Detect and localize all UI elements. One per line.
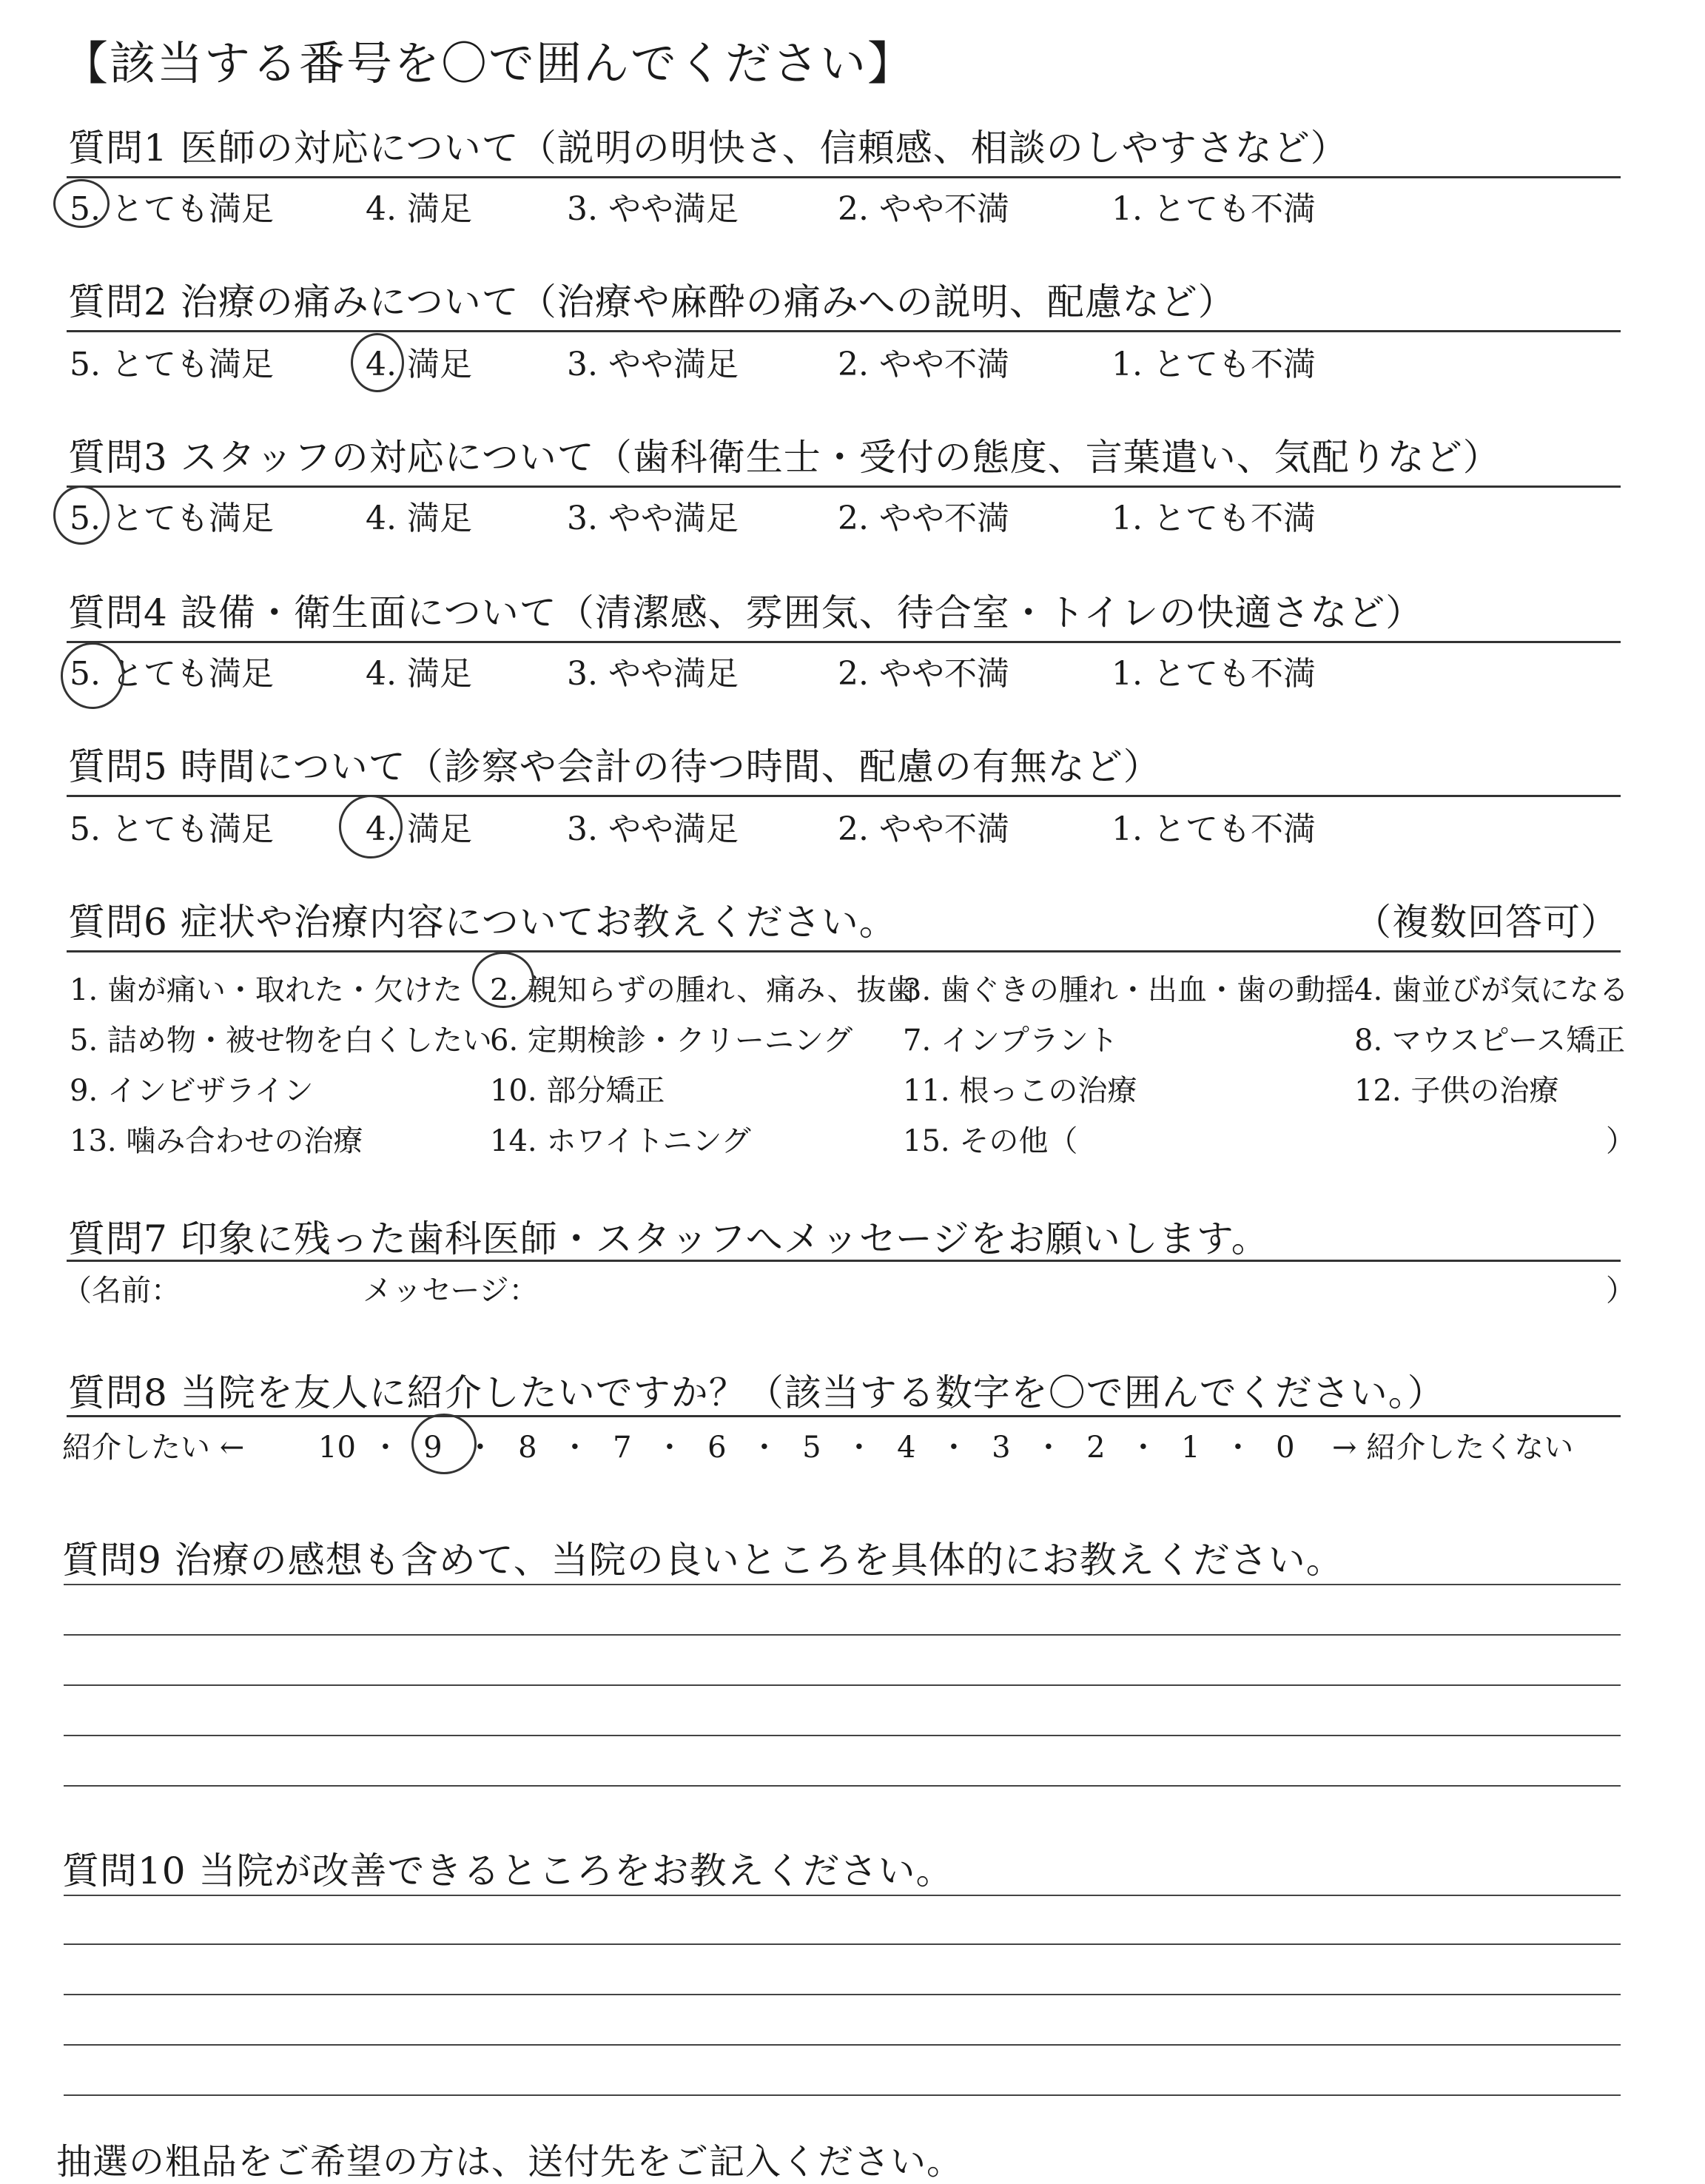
message-input[interactable]: [548, 1267, 1584, 1306]
scale-separator: ・: [370, 1431, 400, 1465]
q3-option-4[interactable]: 4. 満足: [366, 500, 472, 537]
q1-option-5[interactable]: 5. とても満足: [70, 190, 274, 228]
q1-option-1[interactable]: 1. とても不満: [1112, 190, 1316, 228]
question-6-title: 質問6 症状や治療内容についてお教えください。: [68, 901, 897, 944]
message-label: メッセージ：: [363, 1274, 539, 1308]
answer-line[interactable]: [64, 1735, 1621, 1736]
question-10-title: 質問10 当院が改善できるところをお教えください。: [62, 1849, 954, 1892]
scale-value-10[interactable]: 10: [318, 1431, 356, 1465]
q6-item-2[interactable]: 2. 親知らずの腫れ、痛み、抜歯: [490, 973, 916, 1007]
divider: [67, 641, 1621, 643]
scale-separator: ・: [465, 1431, 495, 1465]
q6-item-7[interactable]: 7. インプラント: [903, 1024, 1118, 1058]
q5-option-5[interactable]: 5. とても満足: [70, 810, 274, 848]
q4-option-5[interactable]: 5. とても満足: [70, 655, 274, 693]
answer-line[interactable]: [64, 2044, 1621, 2046]
q6-item-11[interactable]: 11. 根っこの治療: [903, 1074, 1137, 1108]
q3-option-3[interactable]: 3. やや満足: [567, 500, 739, 537]
q6-item-15[interactable]: 15. その他（: [903, 1124, 1078, 1158]
q1-option-4[interactable]: 4. 満足: [366, 190, 472, 228]
scale-separator: ・: [938, 1431, 969, 1465]
answer-line[interactable]: [64, 1994, 1621, 1995]
q6-item-13[interactable]: 13. 噛み合わせの治療: [70, 1124, 363, 1158]
question-7-title: 質問7 印象に残った歯科医師・スタッフへメッセージをお願いします。: [68, 1217, 1269, 1260]
scale-value-3[interactable]: 3: [992, 1431, 1011, 1465]
divider: [67, 330, 1621, 332]
divider: [67, 485, 1621, 488]
q6-item-10[interactable]: 10. 部分矯正: [490, 1074, 665, 1108]
q4-option-3[interactable]: 3. やや満足: [567, 655, 739, 693]
message-close-paren: ）: [1606, 1274, 1635, 1308]
q1-selection-circle: [53, 179, 110, 228]
scale-value-1[interactable]: 1: [1181, 1431, 1200, 1465]
q5-option-2[interactable]: 2. やや不満: [838, 810, 1009, 848]
question-8-title: 質問8 当院を友人に紹介したいですか？（該当する数字を〇で囲んでください。）: [68, 1371, 1445, 1414]
divider: [67, 1415, 1621, 1417]
divider: [67, 950, 1621, 952]
divider: [67, 1260, 1621, 1262]
q6-item-8[interactable]: 8. マウスピース矯正: [1354, 1024, 1626, 1058]
question-9-title: 質問9 治療の感想も含めて、当院の良いところを具体的にお教えください。: [62, 1539, 1344, 1582]
scale-separator: ・: [1128, 1431, 1158, 1465]
answer-line[interactable]: [64, 1684, 1621, 1686]
scale-separator: ・: [844, 1431, 874, 1465]
scale-value-8[interactable]: 8: [518, 1431, 537, 1465]
q4-selection-circle: [61, 642, 124, 709]
question-3-title: 質問3 スタッフの対応について（歯科衛生士・受付の態度、言葉遣い、気配りなど）: [68, 436, 1501, 479]
q6-item-9[interactable]: 9. インビザライン: [70, 1074, 314, 1108]
q1-option-3[interactable]: 3. やや満足: [567, 190, 739, 228]
question-5-title: 質問5 時間について（診察や会計の待つ時間、配慮の有無など）: [68, 745, 1161, 788]
divider: [67, 176, 1621, 178]
divider: [67, 795, 1621, 797]
answer-line[interactable]: [64, 1634, 1621, 1636]
q3-option-1[interactable]: 1. とても不満: [1112, 500, 1316, 537]
q2-option-3[interactable]: 3. やや満足: [567, 346, 739, 383]
q2-option-1[interactable]: 1. とても不満: [1112, 346, 1316, 383]
recommend-right-label: → 紹介したくない: [1332, 1431, 1574, 1465]
scale-value-2[interactable]: 2: [1086, 1431, 1106, 1465]
scale-separator: ・: [654, 1431, 685, 1465]
q6-item-4[interactable]: 4. 歯並びが気になる: [1354, 973, 1629, 1007]
answer-line[interactable]: [64, 2094, 1621, 2096]
q2-option-2[interactable]: 2. やや不満: [838, 346, 1009, 383]
scale-separator: ・: [559, 1431, 590, 1465]
q5-selection-circle: [339, 795, 403, 859]
q6-item-6[interactable]: 6. 定期検診・クリーニング: [490, 1024, 853, 1058]
scale-value-0[interactable]: 0: [1276, 1431, 1295, 1465]
q5-option-1[interactable]: 1. とても不満: [1112, 810, 1316, 848]
q6-item-1[interactable]: 1. 歯が痛い・取れた・欠けた: [70, 973, 463, 1007]
q8-selection-circle: [411, 1414, 477, 1474]
q3-option-2[interactable]: 2. やや不満: [838, 500, 1009, 537]
q3-selection-circle: [53, 485, 110, 545]
recommend-left-label: 紹介したい ←: [62, 1431, 245, 1465]
q1-option-2[interactable]: 2. やや不満: [838, 190, 1009, 228]
question-1-title: 質問1 医師の対応について（説明の明快さ、信頼感、相談のしやすさなど）: [68, 127, 1348, 169]
scale-value-4[interactable]: 4: [897, 1431, 916, 1465]
q6-item-3[interactable]: 3. 歯ぐきの腫れ・出血・歯の動揺: [903, 973, 1355, 1007]
q5-option-3[interactable]: 3. やや満足: [567, 810, 739, 848]
answer-line[interactable]: [64, 1943, 1621, 1945]
q2-option-5[interactable]: 5. とても満足: [70, 346, 274, 383]
q6-item-12[interactable]: 12. 子供の治療: [1354, 1074, 1559, 1108]
question-4-title: 質問4 設備・衛生面について（清潔感、雰囲気、待合室・トイレの快適さなど）: [68, 591, 1424, 634]
multiple-answers-note: （複数回答可）: [1354, 901, 1618, 944]
q6-item-5[interactable]: 5. 詰め物・被せ物を白くしたい: [70, 1024, 492, 1058]
scale-value-6[interactable]: 6: [707, 1431, 727, 1465]
name-input[interactable]: [222, 1267, 340, 1306]
scale-separator: ・: [1033, 1431, 1063, 1465]
q4-option-4[interactable]: 4. 満足: [366, 655, 472, 693]
scale-value-5[interactable]: 5: [802, 1431, 821, 1465]
q4-option-1[interactable]: 1. とても不満: [1112, 655, 1316, 693]
page-title: 【該当する番号を〇で囲んでください】: [62, 36, 915, 90]
q3-option-5[interactable]: 5. とても満足: [70, 500, 274, 537]
q2-selection-circle: [351, 333, 404, 392]
q4-option-2[interactable]: 2. やや不満: [838, 655, 1009, 693]
answer-line[interactable]: [64, 1785, 1621, 1787]
q5-option-4[interactable]: 4. 満足: [366, 810, 472, 848]
q2-option-4[interactable]: 4. 満足: [366, 346, 472, 383]
scale-separator: ・: [1223, 1431, 1253, 1465]
q6-selection-circle: [472, 952, 534, 1008]
answer-line[interactable]: [64, 1584, 1621, 1585]
scale-value-9[interactable]: 9: [423, 1431, 443, 1465]
question-2-title: 質問2 治療の痛みについて（治療や麻酔の痛みへの説明、配慮など）: [68, 280, 1236, 323]
scale-value-7[interactable]: 7: [613, 1431, 632, 1465]
answer-line[interactable]: [64, 1895, 1621, 1896]
q6-item-14[interactable]: 14. ホワイトニング: [490, 1124, 751, 1158]
footer-note: 抽選の粗品をご希望の方は、送付先をご記入ください。: [56, 2141, 964, 2183]
name-label: （名前：: [62, 1274, 181, 1308]
q6-other-close-paren: ）: [1606, 1124, 1635, 1158]
scale-separator: ・: [749, 1431, 779, 1465]
